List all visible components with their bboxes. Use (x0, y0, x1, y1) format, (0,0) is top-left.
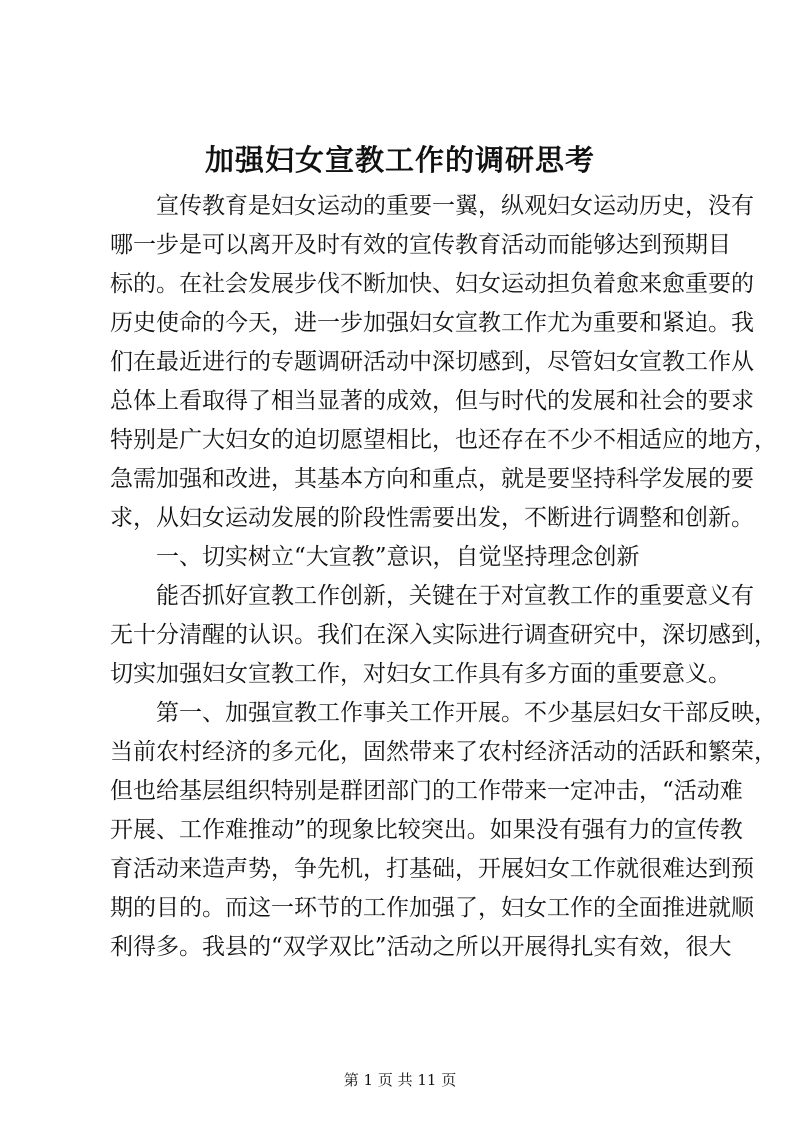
text-line: 求，从妇女运动发展的阶段性需要出发，不断进行调整和创新。 (110, 505, 754, 531)
text-line: 当前农村经济的多元化，固然带来了农村经济活动的活跃和繁荣， (110, 739, 777, 765)
text-line: 们在最近进行的专题调研活动中深切感到，尽管妇女宣教工作从 (110, 349, 754, 375)
text-line: 哪一步是可以离开及时有效的宣传教育活动而能够达到预期目 (110, 232, 731, 258)
text-line: 但也给基层组织特别是群团部门的工作带来一定冲击，“活动难 (110, 778, 743, 804)
text-line: 急需加强和改进，其基本方向和重点，就是要坚持科学发展的要 (110, 466, 754, 492)
section-heading: 一、切实树立“大宣教”意识，自觉坚持理念创新 (156, 544, 640, 570)
text-line: 育活动来造声势，争先机，打基础，开展妇女工作就很难达到预 (110, 856, 754, 882)
page-number-footer: 第 1 页 共 11 页 (343, 1071, 457, 1089)
text-line: 利得多。我县的“双学双比”活动之所以开展得扎实有效，很大 (110, 934, 732, 960)
text-line: 无十分清醒的认识。我们在深入实际进行调查研究中，深切感到， (110, 622, 777, 648)
text-line: 标的。在社会发展步伐不断加快、妇女运动担负着愈来愈重要的 (110, 271, 754, 297)
text-line: 历史使命的今天，进一步加强妇女宣教工作尤为重要和紧迫。我 (110, 310, 754, 336)
document-body (110, 187, 777, 967)
text-line: 期的目的。而这一环节的工作加强了，妇女工作的全面推进就顺 (110, 895, 754, 921)
document-title: 加强妇女宣教工作的调研思考 (204, 143, 595, 177)
text-line: 第一、加强宣教工作事关工作开展。不少基层妇女干部反映， (156, 700, 777, 726)
text-line: 切实加强妇女宣教工作，对妇女工作具有多方面的重要意义。 (110, 661, 731, 687)
text-line: 能否抓好宣教工作创新，关键在于对宣教工作的重要意义有 (156, 583, 754, 609)
text-line: 总体上看取得了相当显著的成效，但与时代的发展和社会的要求 (110, 388, 754, 414)
text-line: 宣传教育是妇女运动的重要一翼，纵观妇女运动历史，没有 (156, 193, 754, 219)
text-line: 特别是广大妇女的迫切愿望相比，也还存在不少不相适应的地方， (110, 427, 777, 453)
text-line: 开展、工作难推动”的现象比较突出。如果没有强有力的宣传教 (110, 817, 743, 843)
